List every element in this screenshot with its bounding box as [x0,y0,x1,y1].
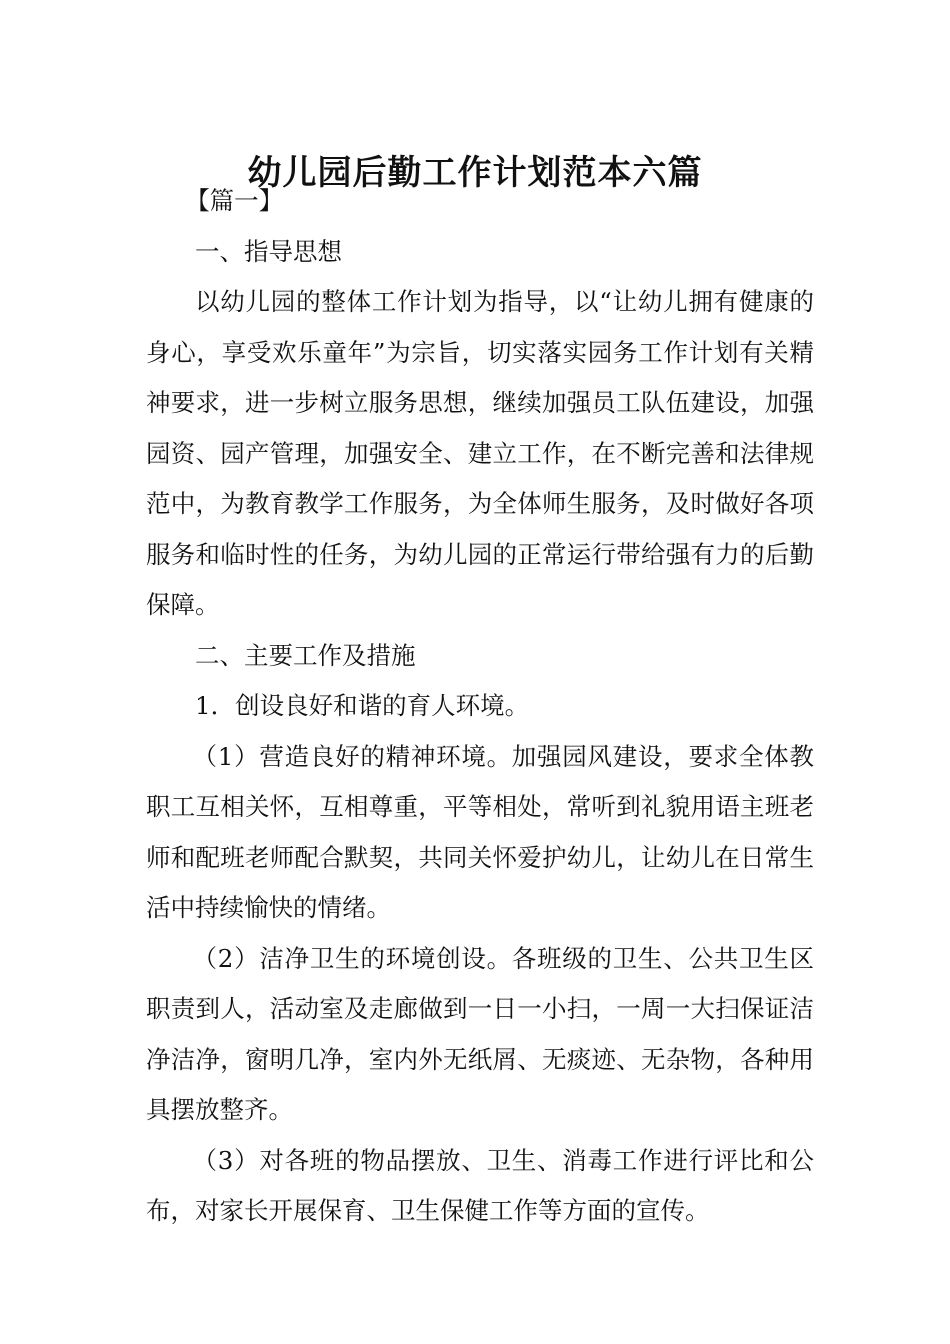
heading-main-work: 二、主要工作及措施 [195,640,416,670]
section-label: 【篇一】 [185,186,284,215]
item-1-environment: 1．创设良好和谐的育人环境。 [195,691,530,720]
subitem-3-evaluation: （3）对各班的物品摆放、卫生、消毒工作进行评比和公布，对家长开展保育、卫生保健工作等方面的宣传。 [146,1145,814,1225]
document-body [146,176,814,1237]
subitem-2-clean-environment: （2）洁净卫生的环境创设。各班级的卫生、公共卫生区职责到人，活动室及走廊做到一日一小扫，一周一大扫保证洁净洁净，窗明几净，室内外无纸屑、无痰迹、无杂物，各种用具摆放整齐。 [146,943,814,1124]
paragraph-guiding-ideology: 以幼儿园的整体工作计划为指导，以“让幼儿拥有健康的身心，享受欢乐童年”为宗旨，切实落实园务工作计划有关精神要求，进一步树立服务思想，继续加强员工队伍建设，加强园资、园产管理，加强安全、建立工作，在不断完善和法律规范中，为教育教学工作服务，为全体师生服务，及时做好各项服务和临时性的任务，为幼儿园的正常运行带给强有力的后勤保障。 [146,287,814,619]
document-title: 幼儿园后勤工作计划范本六篇 [247,152,703,193]
heading-guiding-ideology: 一、指导思想 [195,236,342,266]
subitem-1-spirit-environment: （1）营造良好的精神环境。加强园风建设，要求全体教职工互相关怀，互相尊重，平等相处，常听到礼貌用语主班老师和配班老师配合默契，共同关怀爱护幼儿，让幼儿在日常生活中持续愉快的情绪。 [146,741,814,922]
